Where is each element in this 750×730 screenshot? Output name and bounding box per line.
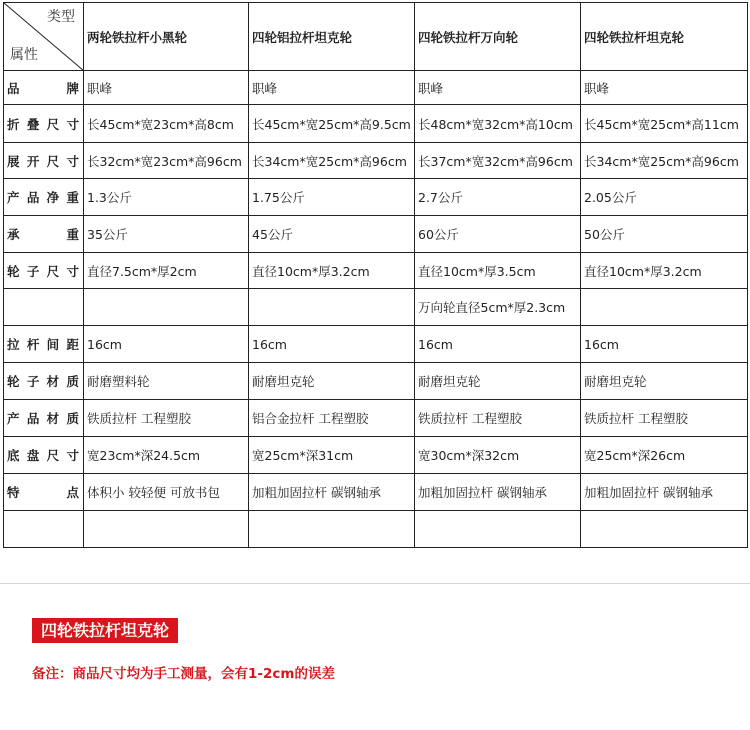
table-cell: 2.7公斤 — [415, 179, 581, 216]
row-label: 品牌 — [7, 80, 79, 96]
row-label-cell — [4, 363, 84, 400]
table-cell: 宽30cm*深32cm — [415, 437, 581, 474]
table-cell — [249, 511, 415, 548]
row-label-cell — [4, 179, 84, 216]
table-row — [4, 289, 748, 326]
row-label: 轮子材质 — [7, 374, 79, 389]
table-cell: 长45cm*宽23cm*高8cm — [84, 105, 249, 143]
row-label-cell — [4, 326, 84, 363]
table-cell: 万向轮直径5cm*厚2.3cm — [415, 289, 581, 326]
table-cell: 长34cm*宽25cm*高96cm — [581, 143, 748, 179]
row-label: 轮子尺寸 — [7, 263, 79, 279]
measurement-note: 备注：商品尺寸均为手工测量，会有1-2cm的误差 — [32, 666, 335, 682]
table-cell: 铝合金拉杆 工程塑胶 — [249, 400, 415, 437]
row-label: 底盘尺寸 — [7, 448, 79, 463]
table-cell: 加粗加固拉杆 碳钢轴承 — [249, 474, 415, 511]
table-cell: 耐磨坦克轮 — [415, 363, 581, 400]
table-cell — [581, 289, 748, 326]
row-label-cell — [4, 474, 84, 511]
table-cell: 耐磨塑料轮 — [84, 363, 249, 400]
table-row — [4, 326, 748, 363]
table-cell: 长45cm*宽25cm*高9.5cm — [249, 105, 415, 143]
table-cell: 直径10cm*厚3.5cm — [415, 253, 581, 289]
table-row — [4, 474, 748, 511]
table-cell: 体积小 较轻便 可放书包 — [84, 474, 249, 511]
table-cell: 加粗加固拉杆 碳钢轴承 — [581, 474, 748, 511]
row-label-cell — [4, 511, 84, 548]
table-cell: 16cm — [249, 326, 415, 363]
row-label: 拉杆间距 — [7, 337, 79, 352]
product-tag: 四轮铁拉杆坦克轮 — [32, 618, 178, 643]
column-header-4: 四轮铁拉杆坦克轮 — [581, 3, 748, 71]
table-cell: 长34cm*宽25cm*高96cm — [249, 143, 415, 179]
table-row — [4, 437, 748, 474]
table-row — [4, 363, 748, 400]
row-label: 产品材质 — [7, 411, 79, 426]
table-cell — [84, 289, 249, 326]
column-header-2: 四轮铝拉杆坦克轮 — [249, 3, 415, 71]
table-cell: 加粗加固拉杆 碳钢轴承 — [415, 474, 581, 511]
row-label-cell — [4, 143, 84, 179]
table-row — [4, 511, 748, 548]
table-cell: 宽25cm*深31cm — [249, 437, 415, 474]
corner-attr-label: 属性 — [10, 47, 38, 63]
table-cell: 宽25cm*深26cm — [581, 437, 748, 474]
table-cell: 60公斤 — [415, 216, 581, 253]
table-row — [4, 216, 748, 253]
row-label-cell — [4, 71, 84, 105]
section-divider — [0, 583, 750, 584]
row-label: 折叠尺寸 — [7, 116, 79, 132]
table-cell: 1.3公斤 — [84, 179, 249, 216]
table-cell: 50公斤 — [581, 216, 748, 253]
table-cell: 铁质拉杆 工程塑胶 — [581, 400, 748, 437]
table-row — [4, 143, 748, 179]
row-label-cell — [4, 400, 84, 437]
header-row — [4, 3, 748, 71]
table-cell: 耐磨坦克轮 — [581, 363, 748, 400]
table-row — [4, 179, 748, 216]
row-label-cell — [4, 289, 84, 326]
row-label-cell — [4, 437, 84, 474]
table-cell: 职峰 — [84, 71, 249, 105]
row-label: 特点 — [7, 485, 79, 500]
corner-type-label: 类型 — [47, 9, 75, 25]
table-row — [4, 253, 748, 289]
table-cell: 45公斤 — [249, 216, 415, 253]
table-cell — [84, 511, 249, 548]
table-cell: 长32cm*宽23cm*高96cm — [84, 143, 249, 179]
table-cell — [415, 511, 581, 548]
table-cell: 35公斤 — [84, 216, 249, 253]
row-label: 展开尺寸 — [7, 153, 79, 169]
table-cell: 直径7.5cm*厚2cm — [84, 253, 249, 289]
table-cell: 16cm — [415, 326, 581, 363]
corner-cell — [4, 3, 84, 71]
table-cell: 耐磨坦克轮 — [249, 363, 415, 400]
table-cell: 16cm — [581, 326, 748, 363]
table-cell: 宽23cm*深24.5cm — [84, 437, 249, 474]
spec-table — [3, 2, 748, 548]
table-cell: 长45cm*宽25cm*高11cm — [581, 105, 748, 143]
table-cell: 长37cm*宽32cm*高96cm — [415, 143, 581, 179]
table-cell — [581, 511, 748, 548]
column-header-3: 四轮铁拉杆万向轮 — [415, 3, 581, 71]
table-row — [4, 71, 748, 105]
table-cell: 职峰 — [249, 71, 415, 105]
table-cell: 直径10cm*厚3.2cm — [249, 253, 415, 289]
table-cell — [249, 289, 415, 326]
table-cell: 铁质拉杆 工程塑胶 — [84, 400, 249, 437]
table-cell: 16cm — [84, 326, 249, 363]
table-cell: 1.75公斤 — [249, 179, 415, 216]
table-cell: 2.05公斤 — [581, 179, 748, 216]
row-label-cell — [4, 253, 84, 289]
table-cell: 长48cm*宽32cm*高10cm — [415, 105, 581, 143]
row-label: 产品净重 — [7, 190, 79, 205]
table-row — [4, 400, 748, 437]
table-cell: 职峰 — [415, 71, 581, 105]
table-row — [4, 105, 748, 143]
column-header-1: 两轮铁拉杆小黑轮 — [84, 3, 249, 71]
row-label: 承重 — [7, 227, 79, 242]
row-label-cell — [4, 105, 84, 143]
table-cell: 直径10cm*厚3.2cm — [581, 253, 748, 289]
table-cell: 职峰 — [581, 71, 748, 105]
table-cell: 铁质拉杆 工程塑胶 — [415, 400, 581, 437]
row-label-cell — [4, 216, 84, 253]
